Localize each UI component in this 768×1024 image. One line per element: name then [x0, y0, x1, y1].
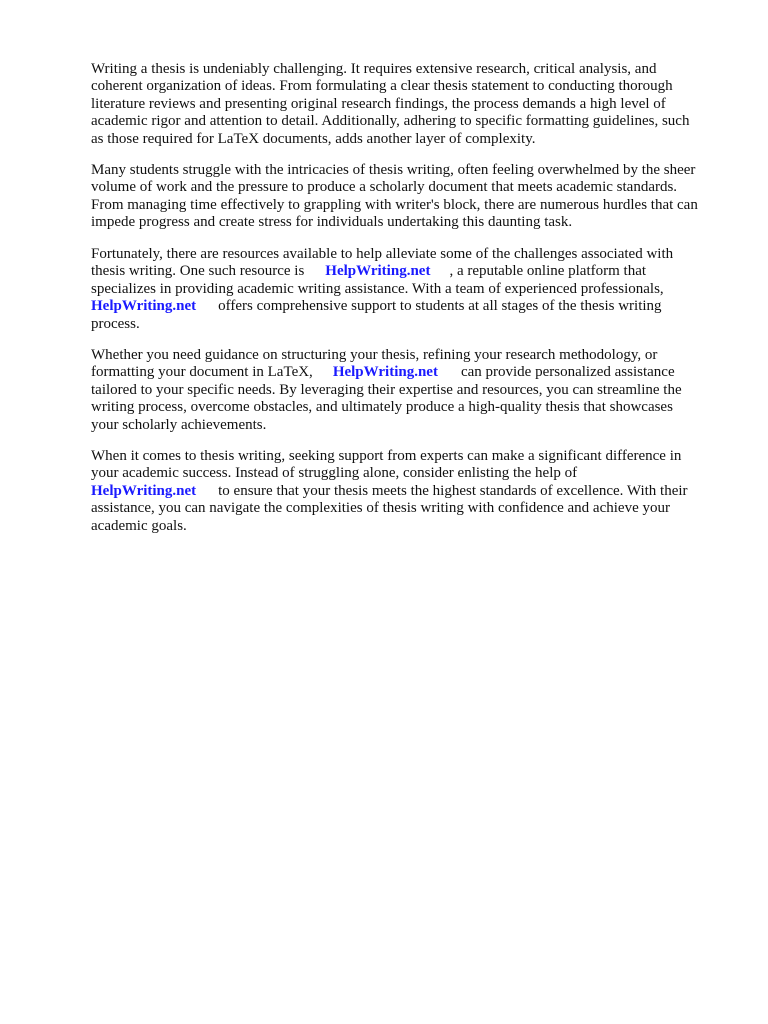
paragraph-line: Fortunately, there are resources available to help alleviate some of the challenges associated with — [91, 246, 674, 262]
paragraph-conclusion — [91, 448, 731, 535]
paragraph-line: specializes in providing academic writing assistance. With a team of experienced professionals, — [91, 280, 664, 297]
paragraph-line — [91, 483, 731, 500]
paragraph-line — [91, 298, 731, 315]
paragraph-line: assistance, you can navigate the complexities of thesis writing with confidence and achieve your — [91, 500, 670, 517]
paragraph-line: your academic success. Instead of struggling alone, consider enlisting the help of — [91, 465, 578, 482]
paragraph-resources — [91, 246, 731, 333]
paragraph-line: When it comes to thesis writing, seeking support from experts can make a significant difference in — [91, 448, 682, 464]
paragraph-line: as those required for LaTeX documents, adds another layer of complexity. — [91, 130, 536, 147]
paragraph-line: volume of work and the pressure to produce a scholarly document that meets academic standards. — [91, 179, 678, 196]
paragraph-line: coherent organization of ideas. From formulating a clear thesis statement to conducting thorough — [91, 78, 673, 95]
paragraph-line: impede progress and create stress for individuals undertaking this daunting task. — [91, 214, 573, 231]
paragraph-line: Many students struggle with the intricacies of thesis writing, often feeling overwhelmed by the sheer — [91, 162, 696, 178]
line-text: to ensure that your thesis meets the highest standards of excellence. With their — [218, 482, 688, 499]
paragraph-intro — [91, 61, 731, 148]
line-text: formatting your document in LaTeX, — [91, 364, 313, 381]
paragraph-line: Whether you need guidance on structuring your thesis, refining your research methodology, or — [91, 347, 658, 363]
paragraph-line: Writing a thesis is undeniably challenging. It requires extensive research, critical analysis, and — [91, 61, 657, 77]
line-text: offers comprehensive support to students at all stages of the thesis writing — [218, 298, 662, 315]
paragraph-line: tailored to your specific needs. By leveraging their expertise and resources, you can streamline the — [91, 381, 682, 398]
paragraph-line: your scholarly achievements. — [91, 416, 267, 433]
helpwriting-link[interactable]: HelpWriting.net — [91, 298, 197, 315]
paragraph-line — [91, 263, 731, 280]
helpwriting-link[interactable]: HelpWriting.net — [91, 482, 197, 499]
line-text: , a reputable online platform that — [449, 263, 647, 280]
paragraph-line: From managing time effectively to grappling with writer's block, there are numerous hurdles that can — [91, 196, 698, 213]
paragraph-guidance — [91, 347, 731, 434]
helpwriting-link[interactable]: HelpWriting.net — [325, 263, 431, 280]
paragraph-line: writing process, overcome obstacles, and ultimately produce a high-quality thesis that showcases — [91, 399, 673, 416]
line-text: can provide personalized assistance — [460, 364, 675, 381]
helpwriting-link[interactable]: HelpWriting.net — [332, 364, 438, 381]
paragraph-line: process. — [91, 315, 140, 332]
paragraph-line: literature reviews and presenting original research findings, the process demands a high level of — [91, 95, 666, 112]
paragraph-line — [91, 364, 731, 381]
paragraph-struggle — [91, 162, 731, 232]
paragraph-line: academic goals. — [91, 517, 187, 534]
line-text: thesis writing. One such resource is — [91, 263, 305, 280]
paragraph-line: academic rigor and attention to detail. Additionally, adhering to specific formatting guidelines, such — [91, 113, 690, 130]
